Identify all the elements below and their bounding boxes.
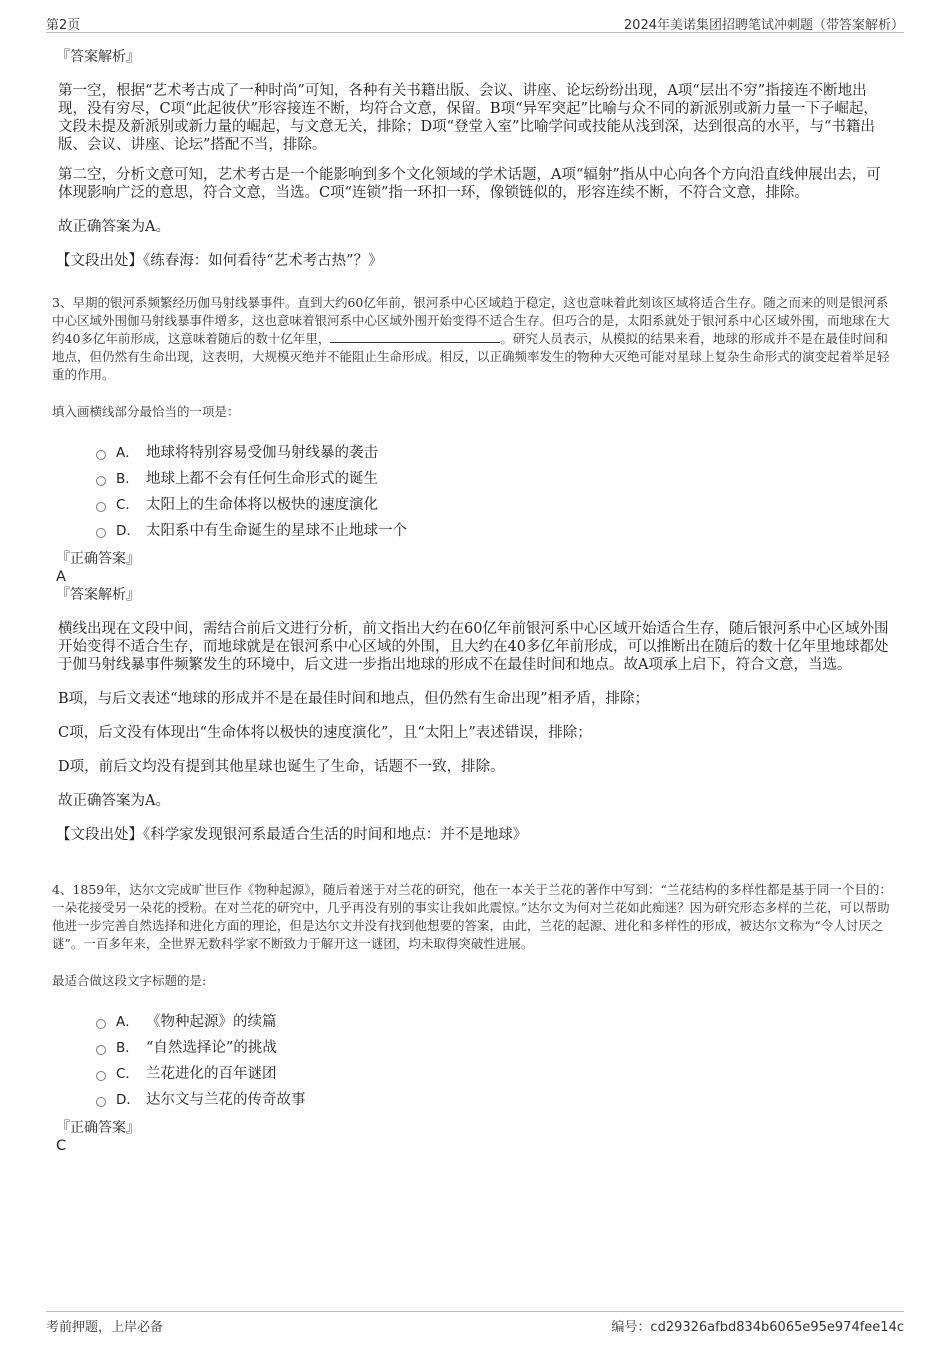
- option-letter: D．: [116, 1092, 140, 1108]
- analysis-paragraph: 横线出现在文段中间，需结合前后文进行分析，前文指出大约在60亿年前银河系中心区域开始适合生存，随后银河系中心区域外围开始变得不适合生存，而地球就是在银河系中心区域的外围，且大约在40多亿年前形成，可以推断出在随后的数十亿年里地球都处于伽马射线暴事件频繁发生的环境中，后文进一步指出地球的形成不在最佳时间和地点。故A项承上启下，符合文意，当选。: [58, 621, 889, 673]
- question-3: [52, 294, 892, 844]
- radio-icon[interactable]: [96, 1097, 106, 1107]
- option-letter: D．: [116, 523, 140, 539]
- previous-answer-analysis: [56, 48, 892, 270]
- option-a[interactable]: [96, 440, 892, 466]
- option-letter: C．: [116, 1066, 139, 1082]
- analysis-paragraph: 第二空，分析文意可知，艺术考古是一个能影响到多个文化领域的学术话题，A项“辐射”指从中心向各个方向沿直线伸展出去，可体现影响广泛的意思，符合文意，当选。C项“连锁”指一环扣一环，像锁链似的，形容连续不断，不符合文意，排除。: [58, 167, 881, 201]
- analysis-paragraph: B项，与后文表述“地球的形成并不是在最佳时间和地点，但仍然有生命出现”相矛盾，排除；: [58, 691, 649, 707]
- page-header: [46, 10, 904, 33]
- analysis-paragraph: 第一空，根据“艺术考古成了一种时尚”可知，各种有关书籍出版、会议、讲座、论坛纷纷出现，A项“层出不穷”指接连不断地出现，没有穷尽，C项“此起彼伏”形容接连不断，均符合文意，保留。B项“异军突起”比喻与众不同的新派别或新力量一下子崛起，文段未提及新派别或新力量的崛起，与文意无关，排除；D项“登堂入室”比喻学问或技能从浅到深，达到很高的水平，与“书籍出版、会议、讲座、论坛”搭配不当，排除。: [58, 83, 878, 153]
- radio-icon[interactable]: [96, 1019, 106, 1029]
- options-list: [96, 440, 892, 544]
- option-c[interactable]: [96, 1061, 892, 1087]
- radio-icon[interactable]: [96, 450, 106, 460]
- question-text-part1: 3、早期的银河系频繁经历伽马射线暴事件。直到大约60亿年前，银河系中心区域趋于稳定，这也意味着此刻该区域将适合生存。随之而来的则是银河系中心区域外围伽马射线暴事件增多，这也意味着银河系中心区域外围开始变得不适合生存。但巧合的是，太阳系就处于银河系中心区域外围，而地球在大约40多亿年前形成，这意味着随后的数十亿年里，: [52, 295, 890, 346]
- option-text: 地球上都不会有任何生命形式的诞生: [146, 471, 378, 487]
- option-text: 太阳系中有生命诞生的星球不止地球一个: [146, 523, 407, 539]
- source-citation: 【文段出处】《练春海：如何看待“艺术考古热”？》: [56, 253, 383, 269]
- options-list: [96, 1009, 892, 1113]
- option-text: 兰花进化的百年谜团: [146, 1066, 277, 1082]
- question-prompt: 最适合做这段文字标题的是:: [52, 973, 207, 988]
- option-letter: B．: [116, 1040, 139, 1056]
- option-text: “自然选择论”的挑战: [146, 1040, 277, 1056]
- option-a[interactable]: [96, 1009, 892, 1035]
- document-id: 编号：cd29326afbd834b6065e95e974fee14c: [611, 1320, 904, 1335]
- source-citation: 【文段出处】《科学家发现银河系最适合生活的时间和地点：并不是地球》: [56, 827, 528, 843]
- option-text: 达尔文与兰花的传奇故事: [146, 1092, 306, 1108]
- option-text: 地球将特别容易受伽马射线暴的袭击: [146, 445, 378, 461]
- analysis-label: 『答案解析』: [56, 49, 140, 65]
- question-text: 4、1859年，达尔文完成旷世巨作《物种起源》，随后着迷于对兰花的研究，他在一本关于兰花的著作中写到：“兰花结构的多样性都是基于同一个目的：一朵花接受另一朵花的授粉。在对兰花的研究中，几乎再没有别的事实让我如此震惊。”达尔文为何对兰花如此痴迷？因为研究形态多样的兰花，可以帮助他进一步完善自然选择和进化方面的理论，但是达尔文并没有找到他想要的答案，由此，兰花的起源、进化和多样性的形成，被达尔文称为“令人讨厌之谜”。一百多年来，全世界无数科学家不断致力于解开这一谜团，均未取得突破性进展。: [52, 882, 892, 951]
- radio-icon[interactable]: [96, 502, 106, 512]
- correct-answer-label: 『正确答案』: [56, 551, 140, 567]
- page-number: 第2页: [46, 18, 81, 33]
- option-b[interactable]: [96, 1035, 892, 1061]
- radio-icon[interactable]: [96, 1071, 106, 1081]
- correct-answer: C: [56, 1138, 67, 1154]
- analysis-paragraph: C项，后文没有体现出“生命体将以极快的速度演化”，且“太阳上”表述错误，排除；: [58, 725, 592, 741]
- correct-answer-label: 『正确答案』: [56, 1120, 140, 1136]
- option-letter: A．: [116, 1014, 139, 1030]
- footer-slogan: 考前押题，上岸必备: [46, 1320, 164, 1335]
- option-letter: B．: [116, 471, 139, 487]
- radio-icon[interactable]: [96, 476, 106, 486]
- option-text: 太阳上的生命体将以极快的速度演化: [146, 497, 378, 513]
- correct-answer: A: [56, 569, 66, 585]
- radio-icon[interactable]: [96, 1045, 106, 1055]
- option-letter: C．: [116, 497, 139, 513]
- option-d[interactable]: [96, 1087, 892, 1113]
- analysis-label: 『答案解析』: [56, 587, 140, 603]
- question-text: [52, 294, 892, 384]
- question-4: [52, 881, 892, 1155]
- option-text: 《物种起源》的续篇: [146, 1014, 277, 1030]
- question-text-part2: 。研究人员表示，从模拟的结果来看，地球的形成并不是在最佳时间和地点，但仍然有生命出现，这表明，大规模灭绝并不能阻止生命形成。相反，以正确频率发生的物种大灭绝可能对星球上复杂生命形式的演变起着举足轻重的作用。: [52, 331, 890, 382]
- option-c[interactable]: [96, 492, 892, 518]
- option-letter: A．: [116, 445, 139, 461]
- analysis-paragraph: D项，前后文均没有提到其他星球也诞生了生命，话题不一致，排除。: [58, 759, 505, 775]
- fill-blank-line: [330, 330, 500, 343]
- page-footer: [46, 1311, 904, 1334]
- analysis-conclusion: 故正确答案为A。: [58, 219, 170, 235]
- analysis-conclusion: 故正确答案为A。: [58, 793, 170, 809]
- document-title: 2024年美诺集团招聘笔试冲刺题（带答案解析）: [623, 18, 904, 33]
- question-prompt: 填入画横线部分最恰当的一项是：: [52, 404, 240, 419]
- option-d[interactable]: [96, 518, 892, 544]
- option-b[interactable]: [96, 466, 892, 492]
- radio-icon[interactable]: [96, 528, 106, 538]
